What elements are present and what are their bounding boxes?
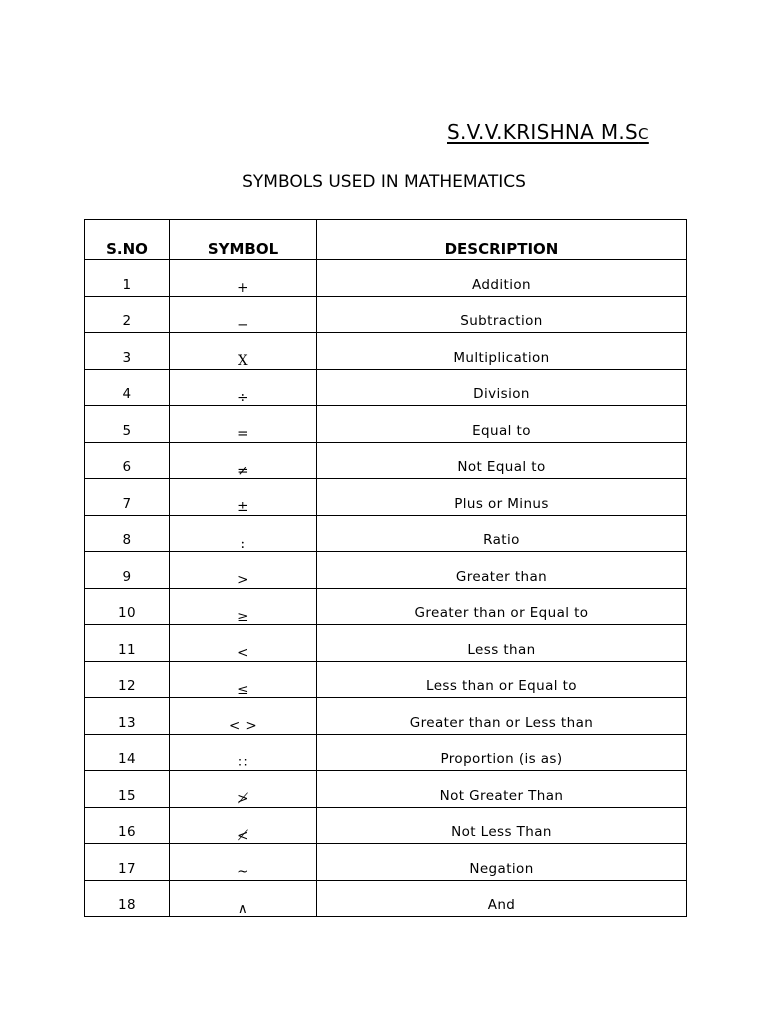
math-symbol-cell <box>170 734 317 771</box>
author-name <box>447 120 649 144</box>
math-symbol-cell <box>170 844 317 881</box>
table-row <box>85 734 687 771</box>
math-symbol: ÷ <box>237 389 249 406</box>
row-number: 5 <box>122 422 132 439</box>
author-name-main: S.V.V.KRISHNA M.S <box>447 120 639 144</box>
symbol-description-cell <box>317 698 687 735</box>
symbol-description: Subtraction <box>460 313 543 329</box>
row-number-cell <box>85 552 170 589</box>
row-number-cell <box>85 734 170 771</box>
symbol-description-cell <box>317 369 687 406</box>
table-row <box>85 479 687 516</box>
math-symbol-cell <box>170 588 317 625</box>
table-row <box>85 698 687 735</box>
table-header-row <box>85 220 687 260</box>
math-symbol: + <box>237 280 249 296</box>
row-number: 10 <box>118 605 136 621</box>
math-symbol: ∷ <box>238 754 248 771</box>
row-number: 7 <box>122 495 132 512</box>
symbol-description: Ratio <box>483 532 520 548</box>
math-symbol-cell <box>170 369 317 406</box>
symbol-description: Addition <box>472 276 531 293</box>
symbol-description-cell <box>317 515 687 552</box>
row-number-cell <box>85 661 170 698</box>
math-symbol-cell <box>170 698 317 735</box>
row-number: 15 <box>118 787 136 804</box>
author-name-suffix: C <box>638 125 649 143</box>
table-row <box>85 625 687 662</box>
math-symbol: ≯ <box>237 791 249 807</box>
math-symbol: > <box>237 572 249 588</box>
row-number: 6 <box>122 459 132 475</box>
math-symbol: ≮ <box>237 827 249 844</box>
column-header-sno <box>85 220 170 260</box>
symbol-description: Less than or Equal to <box>426 678 577 694</box>
row-number: 3 <box>122 349 132 366</box>
column-header-symbol <box>170 220 317 260</box>
table-row <box>85 552 687 589</box>
table-row <box>85 296 687 333</box>
math-symbol-cell <box>170 771 317 808</box>
row-number-cell <box>85 625 170 662</box>
symbol-description: Equal to <box>472 422 531 439</box>
symbol-description: Not Equal to <box>457 459 546 475</box>
math-symbol-cell <box>170 515 317 552</box>
symbol-description-cell <box>317 552 687 589</box>
symbol-description: Greater than or Less than <box>409 714 594 731</box>
math-symbol-cell <box>170 260 317 297</box>
symbol-description: Greater than <box>455 568 548 585</box>
row-number-cell <box>85 406 170 443</box>
row-number-cell <box>85 588 170 625</box>
row-number-cell <box>85 515 170 552</box>
row-number-cell <box>85 771 170 808</box>
symbol-description: Negation <box>469 860 534 877</box>
row-number-cell <box>85 260 170 297</box>
table-row <box>85 771 687 808</box>
symbol-description: Less than <box>467 641 536 658</box>
row-number: 17 <box>118 860 136 877</box>
symbol-description: Not Less Than <box>451 824 552 840</box>
row-number: 9 <box>122 568 132 585</box>
symbol-description-cell <box>317 734 687 771</box>
math-symbol-cell <box>170 807 317 844</box>
column-header-sno-label: S.NO <box>106 240 148 258</box>
symbol-description: Multiplication <box>453 349 550 366</box>
column-header-symbol-label: SYMBOL <box>207 240 279 258</box>
row-number-cell <box>85 880 170 917</box>
symbol-description-cell <box>317 260 687 297</box>
math-symbol: ~ <box>237 864 249 880</box>
row-number: 14 <box>118 751 136 767</box>
table-row <box>85 442 687 479</box>
column-header-description <box>317 220 687 260</box>
symbol-description: Proportion (is as) <box>440 751 563 767</box>
math-symbol-cell <box>170 880 317 917</box>
row-number-cell <box>85 296 170 333</box>
row-number-cell <box>85 442 170 479</box>
row-number: 8 <box>122 532 132 548</box>
table-row <box>85 588 687 625</box>
symbol-description-cell <box>317 880 687 917</box>
math-symbol-cell <box>170 296 317 333</box>
row-number-cell <box>85 369 170 406</box>
document-title-text: SYMBOLS USED IN MATHEMATICS <box>242 172 526 192</box>
symbol-description-cell <box>317 807 687 844</box>
math-symbol: < > <box>228 718 258 734</box>
row-number-cell <box>85 333 170 370</box>
row-number-cell <box>85 807 170 844</box>
math-symbol-cell <box>170 625 317 662</box>
row-number: 1 <box>122 276 132 293</box>
row-number: 2 <box>122 313 132 329</box>
symbol-description-cell <box>317 406 687 443</box>
symbol-description: Plus or Minus <box>454 495 549 512</box>
math-symbol-cell <box>170 442 317 479</box>
math-symbol-cell <box>170 479 317 516</box>
math-symbol: ± <box>237 499 249 515</box>
symbol-description-cell <box>317 625 687 662</box>
row-number: 13 <box>118 714 136 731</box>
table-row <box>85 807 687 844</box>
symbols-table <box>84 219 687 917</box>
row-number: 12 <box>118 678 136 694</box>
row-number: 4 <box>122 386 132 402</box>
row-number: 18 <box>118 897 136 913</box>
symbol-description-cell <box>317 479 687 516</box>
row-number-cell <box>85 698 170 735</box>
row-number-cell <box>85 844 170 881</box>
math-symbol: X <box>237 353 248 369</box>
table-row <box>85 333 687 370</box>
document-title <box>0 172 768 192</box>
math-symbol: − <box>237 316 249 333</box>
math-symbol: ≤ <box>237 681 249 698</box>
symbol-description-cell <box>317 844 687 881</box>
table-row <box>85 260 687 297</box>
table-row <box>85 369 687 406</box>
table-body <box>85 260 687 917</box>
symbol-description: Division <box>473 386 530 402</box>
math-symbol: : <box>240 535 246 552</box>
table-row <box>85 880 687 917</box>
math-symbol-cell <box>170 661 317 698</box>
math-symbol: < <box>237 645 249 661</box>
math-symbol-cell <box>170 552 317 589</box>
symbol-description-cell <box>317 296 687 333</box>
symbol-description-cell <box>317 442 687 479</box>
table-row <box>85 515 687 552</box>
table-row <box>85 661 687 698</box>
symbol-description: Not Greater Than <box>439 787 564 804</box>
math-symbol-cell <box>170 333 317 370</box>
math-symbol-cell <box>170 406 317 443</box>
row-number: 11 <box>118 641 136 658</box>
table-row <box>85 406 687 443</box>
symbol-description: Greater than or Equal to <box>414 605 589 621</box>
math-symbol: ≥ <box>237 608 249 625</box>
symbol-description-cell <box>317 661 687 698</box>
math-symbol: ∧ <box>237 900 249 917</box>
column-header-description-label: DESCRIPTION <box>444 240 559 258</box>
symbol-description-cell <box>317 333 687 370</box>
row-number: 16 <box>118 824 136 840</box>
row-number-cell <box>85 479 170 516</box>
symbol-description-cell <box>317 771 687 808</box>
symbol-description-cell <box>317 588 687 625</box>
math-symbol: ≠ <box>237 462 249 479</box>
table-row <box>85 844 687 881</box>
symbol-description: And <box>487 897 516 913</box>
math-symbol: = <box>237 426 249 442</box>
